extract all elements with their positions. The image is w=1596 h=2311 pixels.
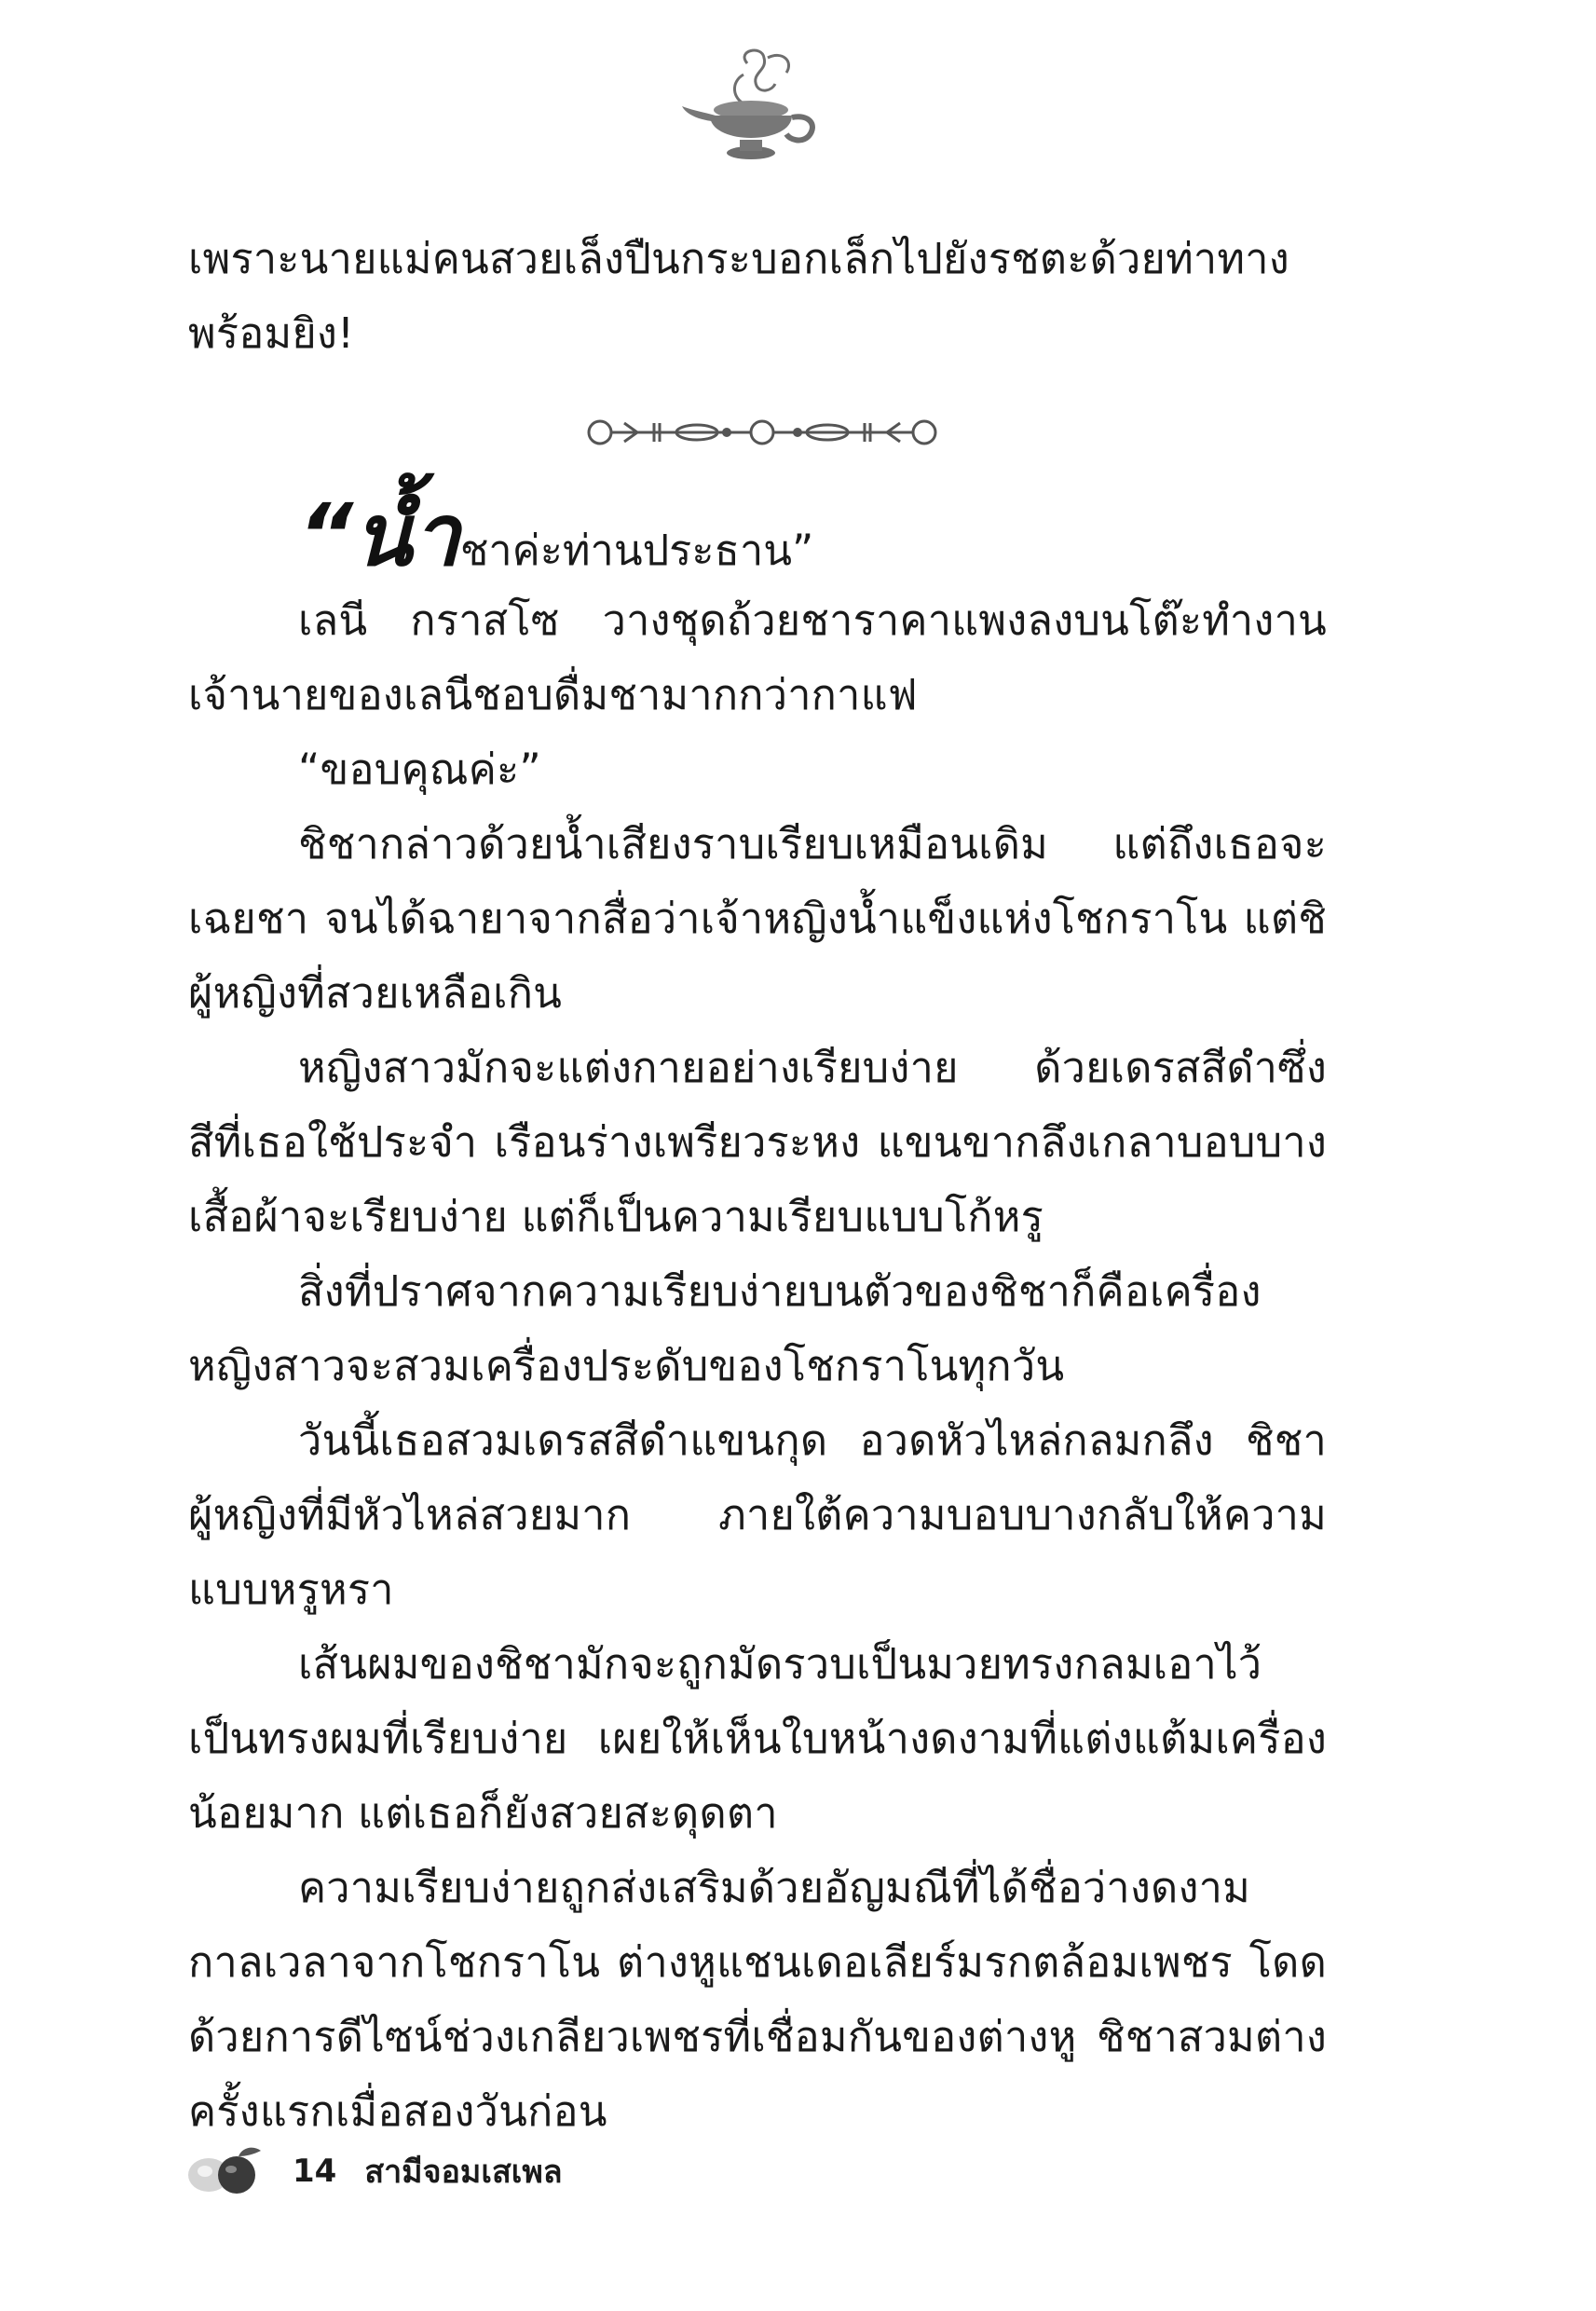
book-title: สามีจอมเสเพล <box>364 2154 563 2191</box>
ornamental-divider-icon <box>585 410 939 455</box>
opening-dialogue: ชาค่ะท่านประธาน” <box>459 526 814 575</box>
page-footer <box>183 2143 563 2199</box>
text-line: พร้อมยิง! <box>188 308 355 358</box>
text-line: สิ่งที่ปราศจากความเรียบง่ายบนตัวของชิชาก็คือเครื่อง <box>298 1266 1262 1316</box>
text-line: ความเรียบง่ายถูกส่งเสริมด้วยอัญมณีที่ได้ชื่อว่างดงาม <box>298 1863 1250 1912</box>
text-line: เจ้านายของเลนีชอบดื่มชามากกว่ากาแฟ <box>188 670 918 719</box>
genie-lamp-icon <box>678 45 827 175</box>
text-line: ผู้หญิงที่มีหัวไหล่สวยมาก ภายใต้ความบอบบางกลับให้ความ <box>188 1490 1327 1539</box>
opening-paragraph <box>188 222 1327 371</box>
text-line: หญิงสาวจะสวมเครื่องประดับของโชกราโนทุกวัน <box>188 1341 1065 1390</box>
text-line: เพราะนายแม่คนสวยเล็งปืนกระบอกเล็กไปยังรชตะด้วยท่าทาง <box>188 234 1289 283</box>
text-line: หญิงสาวมักจะแต่งกายอย่างเรียบง่าย ด้วยเดรสสีดำซึ่ง <box>298 1043 1327 1092</box>
text-line: ด้วยการดีไซน์ช่วงเกลียวเพชรที่เชื่อมกันของต่างหู ชิชาสวมต่าง <box>188 2012 1327 2061</box>
text-line: เลนี กราสโซ วางชุดถ้วยชาราคาแพงลงบนโต๊ะทำงาน <box>298 595 1327 645</box>
text-line: น้อยมาก แต่เธอก็ยังสวยสะดุดตา <box>188 1788 778 1838</box>
drop-cap: “น้ำ <box>298 485 460 585</box>
text-line: แบบหรูหรา <box>188 1565 394 1614</box>
text-line: สีที่เธอใช้ประจำ เรือนร่างเพรียวระหง แขนขากลึงเกลาบอบบาง <box>188 1117 1327 1167</box>
text-line: “ขอบคุณค่ะ” <box>298 745 541 794</box>
body-text <box>188 583 1327 2149</box>
apple-icon <box>183 2143 268 2199</box>
text-line: ผู้หญิงที่สวยเหลือเกิน <box>188 968 563 1018</box>
text-line: ชิชากล่าวด้วยน้ำเสียงราบเรียบเหมือนเดิม แต่ถึงเธอจะ <box>298 819 1327 868</box>
text-line: เส้นผมของชิชามักจะถูกมัดรวบเป็นมวยทรงกลมเอาไว้ <box>298 1639 1262 1689</box>
chapter-opening-line <box>298 485 813 587</box>
text-line: เสื้อผ้าจะเรียบง่าย แต่ก็เป็นความเรียบแบบโก้หรู <box>188 1192 1044 1241</box>
text-line: เป็นทรงผมที่เรียบง่าย เผยให้เห็นใบหน้างดงามที่แต่งแต้มเครื่อง <box>188 1714 1327 1763</box>
text-line: เฉยชา จนได้ฉายาจากสื่อว่าเจ้าหญิงน้ำแข็งแห่งโชกราโน แต่ชิ <box>188 894 1327 943</box>
text-line: ครั้งแรกเมื่อสองวันก่อน <box>188 2086 607 2136</box>
text-line: วันนี้เธอสวมเดรสสีดำแขนกุด อวดหัวไหล่กลมกลึง ชิชา <box>298 1415 1327 1465</box>
text-line: กาลเวลาจากโชกราโน ต่างหูแชนเดอเลียร์มรกตล้อมเพชร โดด <box>188 1937 1327 1987</box>
page-number: 14 <box>293 2153 337 2190</box>
